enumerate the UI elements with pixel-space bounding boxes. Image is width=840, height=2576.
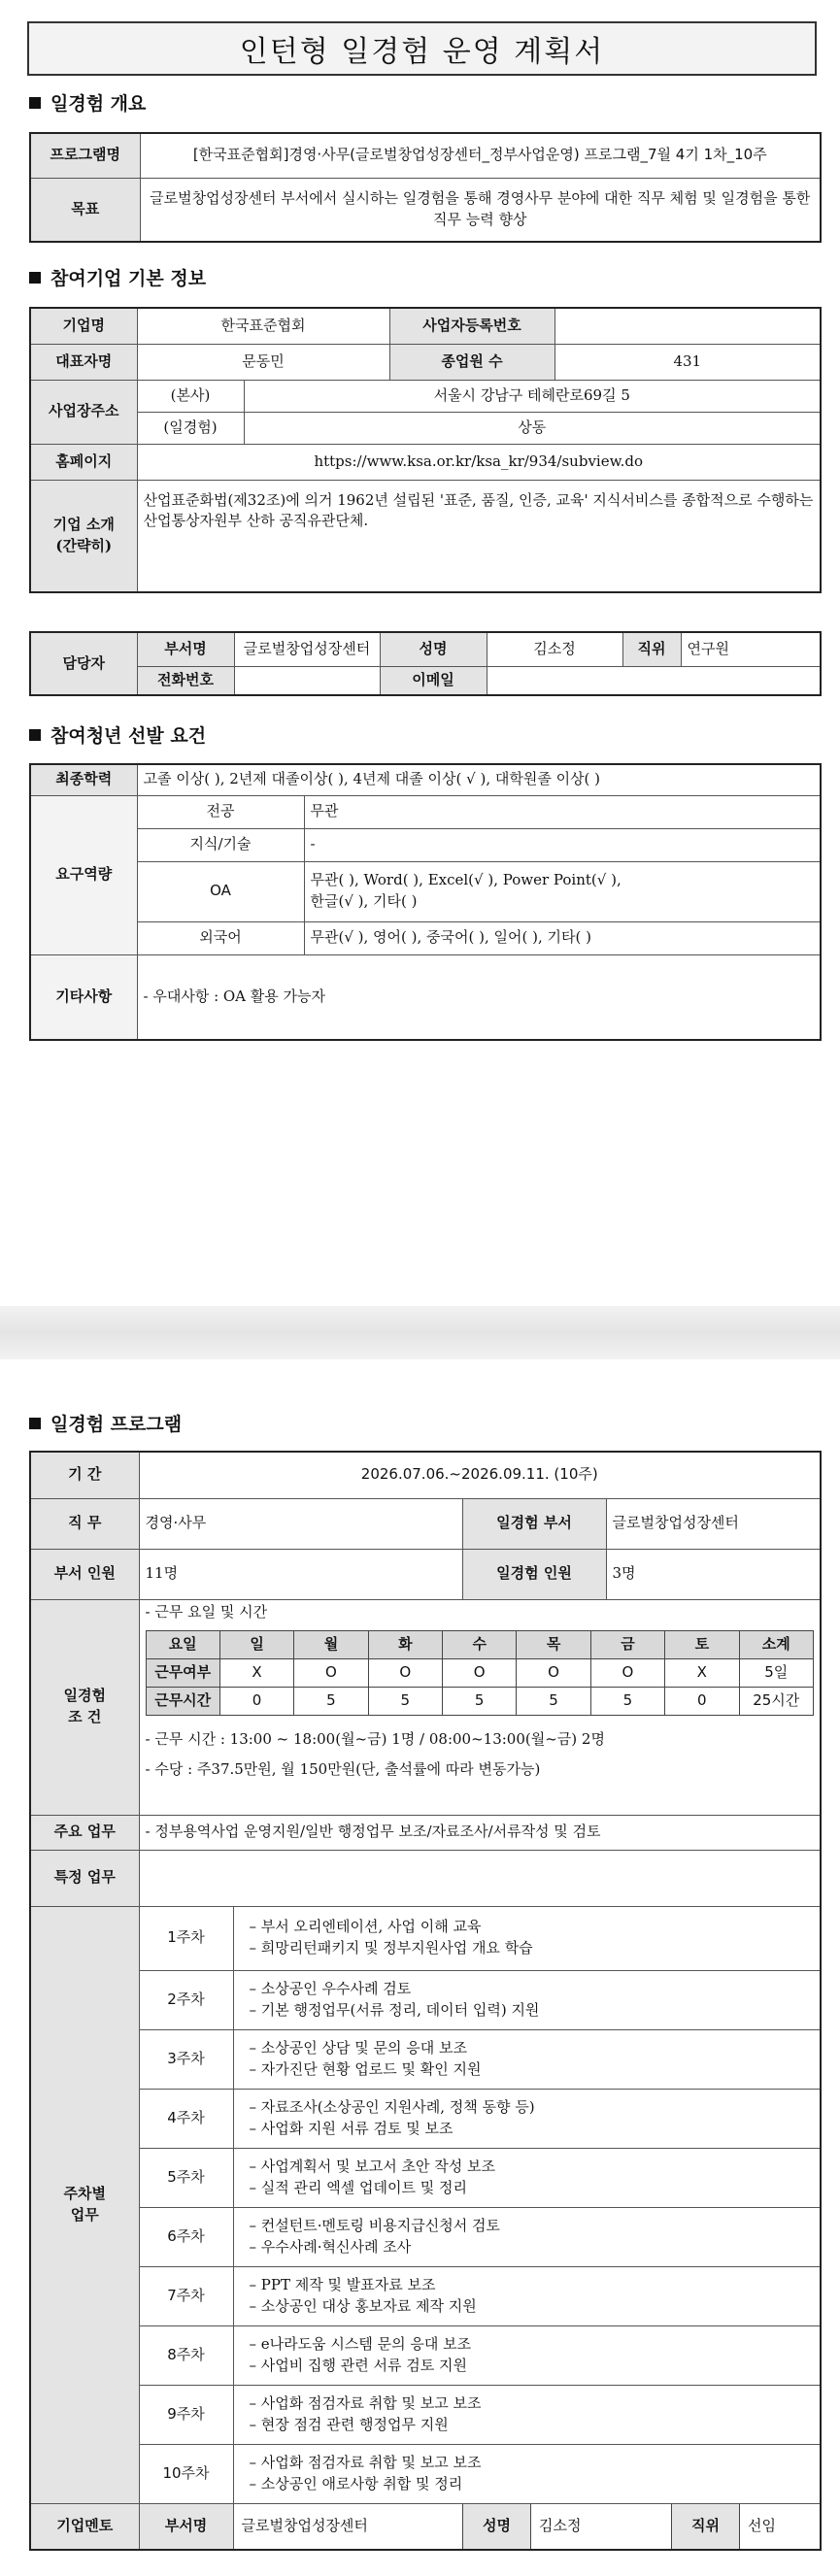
- week-task-item: – 사업화 지원 서류 검토 및 보조: [250, 2119, 815, 2140]
- condition-intro: - 근무 요일 및 시간: [145, 1602, 268, 1621]
- week-tasks: [233, 2148, 821, 2207]
- week-task-item: – 사업화 점검자료 취합 및 보고 보조: [250, 2453, 815, 2474]
- goal-value: 글로벌창업성장센터 부서에서 실시하는 일경험을 통해 경영사무 분야에 대한 직무 체험 및 일경험을 통한 직무 능력 향상: [140, 178, 821, 242]
- section-title: 참여청년 선발 요건: [50, 725, 207, 747]
- week-task-item: – 희망리턴패키지 및 정부지원사업 개요 학습: [250, 1938, 815, 1959]
- requirements-table: [29, 763, 822, 1041]
- schedule-cell: 5: [294, 1687, 368, 1715]
- week-task-list: [250, 2216, 815, 2258]
- weekly-duty-label-line-2: 업무: [70, 2205, 99, 2224]
- week-row: [30, 2207, 821, 2266]
- schedule-header-cell: 요일: [146, 1631, 219, 1659]
- square-bullet-icon: [29, 272, 41, 284]
- mentor-inner-table: [234, 2504, 821, 2549]
- week-task-item: – 현장 점검 관련 행정업무 지원: [250, 2415, 815, 2436]
- program-table: [29, 1451, 822, 2551]
- staff-label: 부서 인원: [30, 1549, 139, 1599]
- mentor-position-value: 선임: [740, 2504, 821, 2549]
- mentor-dept-value: 글로벌창업성장센터: [234, 2504, 463, 2549]
- homepage-label: 홈페이지: [30, 444, 137, 480]
- contact-email-label: 이메일: [380, 666, 487, 695]
- week-task-item: – 사업비 집행 관련 서류 검토 지원: [250, 2356, 815, 2377]
- week-task-item: – 우수사례·혁신사례 조사: [250, 2237, 815, 2258]
- language-value: 무관(√ ), 영어( ), 중국어( ), 일어( ), 기타( ): [304, 921, 821, 954]
- square-bullet-icon: [29, 97, 41, 109]
- goal-label: 목표: [30, 178, 140, 242]
- week-task-list: [250, 2157, 815, 2199]
- intro-label-line-2: (간략히): [55, 536, 113, 554]
- schedule-cell: O: [590, 1659, 664, 1688]
- schedule-cell: 5일: [739, 1659, 814, 1688]
- schedule-header-cell: 일: [219, 1631, 293, 1659]
- contact-phone-value: [234, 666, 380, 695]
- document-title: 인턴형 일경험 운영 계획서: [27, 21, 817, 76]
- etc-label: 기타사항: [30, 954, 137, 1040]
- schedule-header-cell: 화: [368, 1631, 442, 1659]
- schedule-header-cell: 수: [443, 1631, 517, 1659]
- job-value: 경영·사무: [139, 1498, 462, 1549]
- condition-label-line-2: 조 건: [68, 1708, 102, 1725]
- company-name-label: 기업명: [30, 308, 137, 344]
- week-label: 1주차: [139, 1906, 233, 1970]
- week-task-item: – 실적 관리 엑셀 업데이트 및 정리: [250, 2178, 815, 2199]
- schedule-row-label: 근무여부: [146, 1659, 219, 1688]
- week-task-item: – 소상공인 상담 및 문의 응대 보조: [250, 2038, 815, 2059]
- contact-position-value: 연구원: [681, 632, 821, 666]
- schedule-cell: 0: [665, 1687, 739, 1715]
- week-task-list: [250, 2097, 815, 2140]
- mentor-name-label: 성명: [463, 2504, 531, 2549]
- language-label: 외국어: [137, 921, 304, 954]
- intro-label: [30, 480, 137, 592]
- schedule-header-cell: 금: [590, 1631, 664, 1659]
- week-row: [30, 2444, 821, 2503]
- week-row: [30, 2385, 821, 2444]
- week-task-item: – 사업계획서 및 보고서 초안 작성 보조: [250, 2157, 815, 2178]
- address-label: 사업장주소: [30, 380, 137, 444]
- week-task-list: [250, 1917, 815, 1959]
- square-bullet-icon: [29, 1418, 41, 1429]
- address-work-value: 상동: [244, 412, 821, 444]
- week-task-list: [250, 2393, 815, 2436]
- contact-email-value: [487, 666, 821, 695]
- intro-label-line-1: 기업 소개: [52, 516, 115, 533]
- week-row: [30, 2089, 821, 2148]
- mentor-dept-label: 부서명: [139, 2503, 233, 2550]
- major-label: 전공: [137, 795, 304, 828]
- main-duty-value: - 정부용역사업 운영지원/일반 행정업무 보조/자료조사/서류작성 및 검토: [139, 1815, 821, 1850]
- week-tasks: [233, 2385, 821, 2444]
- schedule-cell: 5: [517, 1687, 590, 1715]
- week-label: 6주차: [139, 2207, 233, 2266]
- contact-dept-label: 부서명: [137, 632, 234, 666]
- ceo-value: 문동민: [137, 344, 389, 380]
- square-bullet-icon: [29, 729, 41, 741]
- week-tasks: [233, 1906, 821, 1970]
- week-tasks: [233, 2089, 821, 2148]
- page-2: [0, 1359, 840, 2576]
- schedule-header-cell: 월: [294, 1631, 368, 1659]
- job-label: 직 무: [30, 1498, 139, 1549]
- week-tasks: [233, 2207, 821, 2266]
- week-row: [30, 2325, 821, 2385]
- ceo-label: 대표자명: [30, 344, 137, 380]
- schedule-cell: X: [665, 1659, 739, 1688]
- schedule-cell: 0: [219, 1687, 293, 1715]
- contact-table: [29, 631, 822, 696]
- work-dept-label: 일경험 부서: [462, 1498, 606, 1549]
- condition-label-line-1: 일경험: [63, 1687, 106, 1705]
- oa-label: OA: [137, 861, 304, 921]
- week-label: 10주차: [139, 2444, 233, 2503]
- major-value: 무관: [304, 795, 821, 828]
- intern-count-value: 3명: [606, 1549, 821, 1599]
- weekly-duty-label-line-1: 주차별: [63, 2184, 106, 2202]
- condition-cell: [139, 1599, 821, 1815]
- week-task-item: – 소상공인 대상 홍보자료 제작 지원: [250, 2296, 815, 2318]
- oa-value-line-2: 한글(√ ), 기타( ): [310, 892, 418, 910]
- special-duty-label: 특정 업무: [30, 1850, 139, 1906]
- week-label: 3주차: [139, 2029, 233, 2089]
- contact-phone-label: 전화번호: [137, 666, 234, 695]
- section-title: 일경험 개요: [50, 93, 147, 115]
- schedule-cell: O: [294, 1659, 368, 1688]
- contact-label: 담당자: [30, 632, 137, 695]
- mentor-detail-cell: [233, 2503, 821, 2550]
- week-row: [30, 1970, 821, 2029]
- mentor-label: 기업멘토: [30, 2503, 139, 2550]
- page-break: [0, 1306, 840, 1359]
- condition-label: [30, 1599, 139, 1815]
- intro-value: 산업표준화법(제32조)에 의거 1962년 설립된 '표준, 품질, 인증, 교육' 지식서비스를 종합적으로 수행하는 산업통상자원부 산하 공직유관단체.: [137, 480, 821, 592]
- week-task-list: [250, 1979, 815, 2022]
- contact-position-label: 직위: [622, 632, 681, 666]
- week-task-item: – 소상공인 우수사례 검토: [250, 1979, 815, 2000]
- weekly-duty-label: [30, 1906, 139, 2503]
- schedule-header-cell: 목: [517, 1631, 590, 1659]
- employees-label: 종업원 수: [389, 344, 554, 380]
- week-task-list: [250, 2275, 815, 2318]
- section-heading-program: [29, 1410, 182, 1436]
- etc-value: - 우대사항 : OA 활용 가능자: [137, 954, 821, 1040]
- schedule-cell: 5: [443, 1687, 517, 1715]
- work-time-text: - 근무 시간 : 13:00 ~ 18:00(월~금) 1명 / 08:00~13:00(월~금) 2명: [145, 1729, 605, 1748]
- address-hq-value: 서울시 강남구 테헤란로69길 5: [244, 380, 821, 412]
- week-label: 2주차: [139, 1970, 233, 2029]
- week-task-item: – 사업화 점검자료 취합 및 보고 보조: [250, 2393, 815, 2415]
- week-task-list: [250, 2038, 815, 2081]
- schedule-cell: 25시간: [739, 1687, 814, 1715]
- week-task-list: [250, 2334, 815, 2377]
- bizno-label: 사업자등록번호: [389, 308, 554, 344]
- schedule-cell: O: [517, 1659, 590, 1688]
- contact-name-value: 김소정: [487, 632, 622, 666]
- section-heading-overview: [29, 89, 146, 116]
- employees-value: 431: [554, 344, 821, 380]
- section-heading-requirements: [29, 721, 206, 748]
- week-label: 7주차: [139, 2266, 233, 2325]
- schedule-header-row: [146, 1631, 814, 1659]
- week-task-item: – PPT 제작 및 발표자료 보조: [250, 2275, 815, 2296]
- section-title: 일경험 프로그램: [50, 1414, 183, 1435]
- main-duty-label: 주요 업무: [30, 1815, 139, 1850]
- address-hq-label: (본사): [137, 380, 244, 412]
- company-table: [29, 307, 822, 593]
- contact-name-label: 성명: [380, 632, 487, 666]
- week-task-item: – e나라도움 시스템 문의 응대 보조: [250, 2334, 815, 2356]
- week-task-item: – 소상공인 애로사항 취합 및 정리: [250, 2474, 815, 2495]
- week-task-item: – 자가진단 현황 업로드 및 확인 지원: [250, 2059, 815, 2081]
- schedule-row-hours: [146, 1687, 814, 1715]
- week-tasks: [233, 1970, 821, 2029]
- week-tasks: [233, 2266, 821, 2325]
- period-value: 2026.07.06.~2026.09.11. (10주): [139, 1452, 821, 1498]
- contact-dept-value: 글로벌창업성장센터: [234, 632, 380, 666]
- education-label: 최종학력: [30, 764, 137, 795]
- schedule-table: [146, 1630, 815, 1715]
- allowance-text: - 수당 : 주37.5만원, 월 150만원(단, 출석률에 따라 변동가능): [145, 1760, 541, 1779]
- schedule-header-cell: 소계: [739, 1631, 814, 1659]
- week-row: [30, 2148, 821, 2207]
- week-task-item: – 기본 행정업무(서류 정리, 데이터 입력) 지원: [250, 2000, 815, 2022]
- schedule-cell: X: [219, 1659, 293, 1688]
- oa-value-line-1: 무관( ), Word( ), Excel(√ ), Power Point(√ ),: [310, 871, 622, 889]
- period-label: 기 간: [30, 1452, 139, 1498]
- schedule-row-workday: [146, 1659, 814, 1688]
- week-row: [30, 2029, 821, 2089]
- week-task-list: [250, 2453, 815, 2495]
- week-label: 9주차: [139, 2385, 233, 2444]
- schedule-header-cell: 토: [665, 1631, 739, 1659]
- week-label: 4주차: [139, 2089, 233, 2148]
- skill-label: 지식/기술: [137, 828, 304, 861]
- week-task-item: – 컨설턴트·멘토링 비용지급신청서 검토: [250, 2216, 815, 2237]
- week-tasks: [233, 2325, 821, 2385]
- section-title: 참여기업 기본 정보: [50, 268, 207, 289]
- week-task-item: – 부서 오리엔테이션, 사업 이해 교육: [250, 1917, 815, 1938]
- program-name-label: 프로그램명: [30, 133, 140, 178]
- skill-value: -: [304, 828, 821, 861]
- schedule-cell: 5: [590, 1687, 664, 1715]
- schedule-row-label: 근무시간: [146, 1687, 219, 1715]
- program-name-value: [한국표준협회]경영·사무(글로벌창업성장센터_정부사업운영) 프로그램_7월 4기 1차_10주: [140, 133, 821, 178]
- address-work-label: (일경험): [137, 412, 244, 444]
- education-value: 고졸 이상( ), 2년제 대졸이상( ), 4년제 대졸 이상( √ ), 대학원졸 이상( ): [137, 764, 821, 795]
- schedule-cell: O: [443, 1659, 517, 1688]
- intern-count-label: 일경험 인원: [462, 1549, 606, 1599]
- week-row: [30, 2266, 821, 2325]
- company-name-value: 한국표준협회: [137, 308, 389, 344]
- mentor-position-label: 직위: [672, 2504, 740, 2549]
- mentor-name-value: 김소정: [531, 2504, 672, 2549]
- section-heading-company: [29, 264, 206, 290]
- week-label: 5주차: [139, 2148, 233, 2207]
- schedule-cell: O: [368, 1659, 442, 1688]
- week-tasks: [233, 2444, 821, 2503]
- schedule-cell: 5: [368, 1687, 442, 1715]
- oa-value: [304, 861, 821, 921]
- homepage-link[interactable]: https://www.ksa.or.kr/ksa_kr/934/subview.do: [137, 444, 821, 480]
- overview-table: [29, 132, 822, 243]
- competency-label: 요구역량: [30, 795, 137, 954]
- week-label: 8주차: [139, 2325, 233, 2385]
- special-duty-value: [139, 1850, 821, 1906]
- staff-value: 11명: [139, 1549, 462, 1599]
- week-task-item: – 자료조사(소상공인 지원사례, 정책 동향 등): [250, 2097, 815, 2119]
- week-tasks: [233, 2029, 821, 2089]
- bizno-value: [554, 308, 821, 344]
- work-dept-value: 글로벌창업성장센터: [606, 1498, 821, 1549]
